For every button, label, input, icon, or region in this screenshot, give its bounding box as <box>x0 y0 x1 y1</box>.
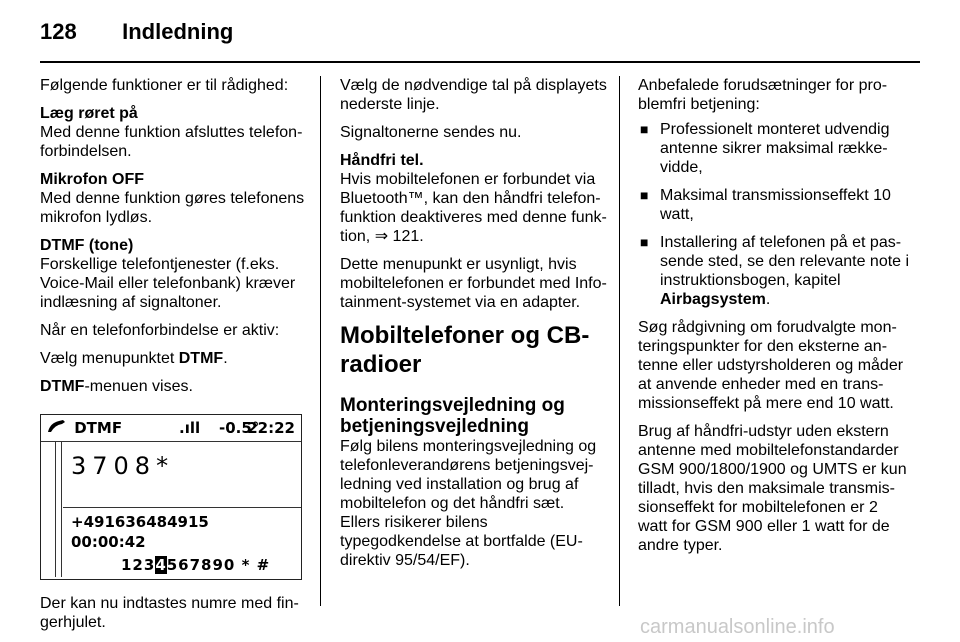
term-mic-off: Mikrofon OFF <box>40 171 144 188</box>
display-temp: -0.5° <box>219 419 260 437</box>
display-frame-line <box>55 441 56 577</box>
display-call-duration: 00:00:42 <box>71 533 146 551</box>
term-dtmf: DTMF (tone) <box>40 237 134 254</box>
body-text: Dette menupunkt er usynligt, hvis mobiltelefonen er forbundet med Infotainment-systemet via en adapter. <box>340 256 607 311</box>
display-phone-number: +491636484915 <box>71 513 209 531</box>
page-title: Indledning <box>122 19 234 44</box>
list-item-text: Installering af telefonen på et passende sted, se den relevante note i instruktionsbogen, kapitel <box>660 234 910 289</box>
term-hang-up: Læg røret på <box>40 105 138 122</box>
display-digits: 3708* <box>71 452 175 480</box>
definition-item <box>340 151 608 246</box>
intro-text: Anbefalede forudsætninger for problemfri betjening: <box>638 77 888 113</box>
display-keypad <box>121 556 270 575</box>
display-label: DTMF <box>74 419 123 437</box>
body-text: Når en telefonforbindelse er aktiv: <box>40 322 280 339</box>
section-heading: Mobiltelefoner og CB-radioer <box>340 322 590 378</box>
column-1 <box>40 76 308 641</box>
square-bullet-icon: ■ <box>640 234 649 250</box>
term-desc: Med denne funktion afsluttes telefonforbindelsen. <box>40 124 303 160</box>
text-run: -menuen vises. <box>84 378 193 395</box>
body-text: Søg rådgivning om forudvalgte monteringspunkter for den eksterne antenne eller udstyrsholderen og måder at anvende enheder med en transmissionseffekt på mere end 10 watt. <box>638 319 904 412</box>
page-header <box>40 19 233 45</box>
definition-item <box>40 170 308 227</box>
list-item-text: Professionelt monteret udvendig antenne sikrer maksimal rækkevidde, <box>660 121 890 176</box>
body-text: Følg bilens monteringsvejledning og telefonleverandørens betjeningsvejledning ved installation og brug af mobiltelefon og det håndfri sæt. Ellers risikerer bilens typegodkendelse at bortfalde (EU-direktiv 95/54/EF). <box>340 438 597 569</box>
header-rule <box>40 61 920 63</box>
term-desc: Med denne funktion gøres telefonens mikrofon lydløs. <box>40 190 305 226</box>
keypad-selected-digit: 4 <box>155 556 167 574</box>
display-frame-line <box>61 441 62 577</box>
column-divider <box>320 76 321 606</box>
body-text <box>40 349 308 368</box>
intro-text: Følgende funktioner er til rådighed: <box>40 77 289 94</box>
dtmf-display-illustration <box>40 414 302 580</box>
square-bullet-icon: ■ <box>640 121 649 137</box>
body-text: Brug af håndfri-udstyr uden ekstern antenne med mobiltelefonstandarder GSM 900/1800/1900 og UMTS er kun tilladt, hvis den maksimale transmissionseffekt for mobiltelefonen er 2 watt for GSM 900 eller 1 watt for de andre typer. <box>638 423 907 554</box>
term-handsfree: Håndfri tel. <box>340 152 424 169</box>
body-text: Vælg de nødvendige tal på displayets nederste linje. <box>340 77 607 113</box>
text-run: . <box>223 350 228 367</box>
chapter-reference: Airbagsystem <box>660 291 766 308</box>
phone-icon <box>47 419 69 438</box>
display-time: 22:22 <box>247 419 295 437</box>
display-divider <box>63 507 301 508</box>
list-item-text: Maksimal transmissionseffekt 10 watt, <box>660 187 891 223</box>
square-bullet-icon: ■ <box>640 187 649 203</box>
list-item <box>638 186 910 224</box>
list-item <box>638 233 910 309</box>
body-text: Der kan nu indtastes numre med fingerhjulet. <box>40 595 299 631</box>
list-item <box>638 120 910 177</box>
body-text: Signaltonerne sendes nu. <box>340 124 522 141</box>
watermark: carmanualsonline.info <box>640 616 835 638</box>
term-desc: Hvis mobiltelefonen er forbundet via Bluetooth™, kan den håndfri telefonfunktion deaktiveres med denne funktion, ⇒ 121. <box>340 171 607 245</box>
text-run: . <box>765 291 771 308</box>
subsection-heading: Monteringsvejledning og betjeningsvejledning <box>340 395 565 437</box>
column-2 <box>340 76 608 579</box>
menu-term: DTMF <box>178 350 224 367</box>
requirements-list <box>638 120 910 309</box>
keypad-digits: 123 <box>121 556 156 574</box>
page-number: 128 <box>40 19 77 44</box>
text-run: Vælg menupunktet <box>40 350 179 367</box>
column-divider <box>619 76 620 606</box>
definition-item <box>40 104 308 161</box>
column-3 <box>638 76 910 564</box>
menu-term: DTMF <box>40 378 85 395</box>
term-desc: Forskellige telefontjenester (f.eks. Voice-Mail eller telefonbank) kræver indlæsning af signaltoner. <box>40 256 296 311</box>
display-divider <box>41 441 301 442</box>
display-status-bar <box>47 419 297 439</box>
body-text <box>40 377 308 396</box>
signal-icon: .ıll <box>179 419 201 437</box>
definition-item <box>40 236 308 312</box>
keypad-digits: 567890 * # <box>166 556 271 574</box>
